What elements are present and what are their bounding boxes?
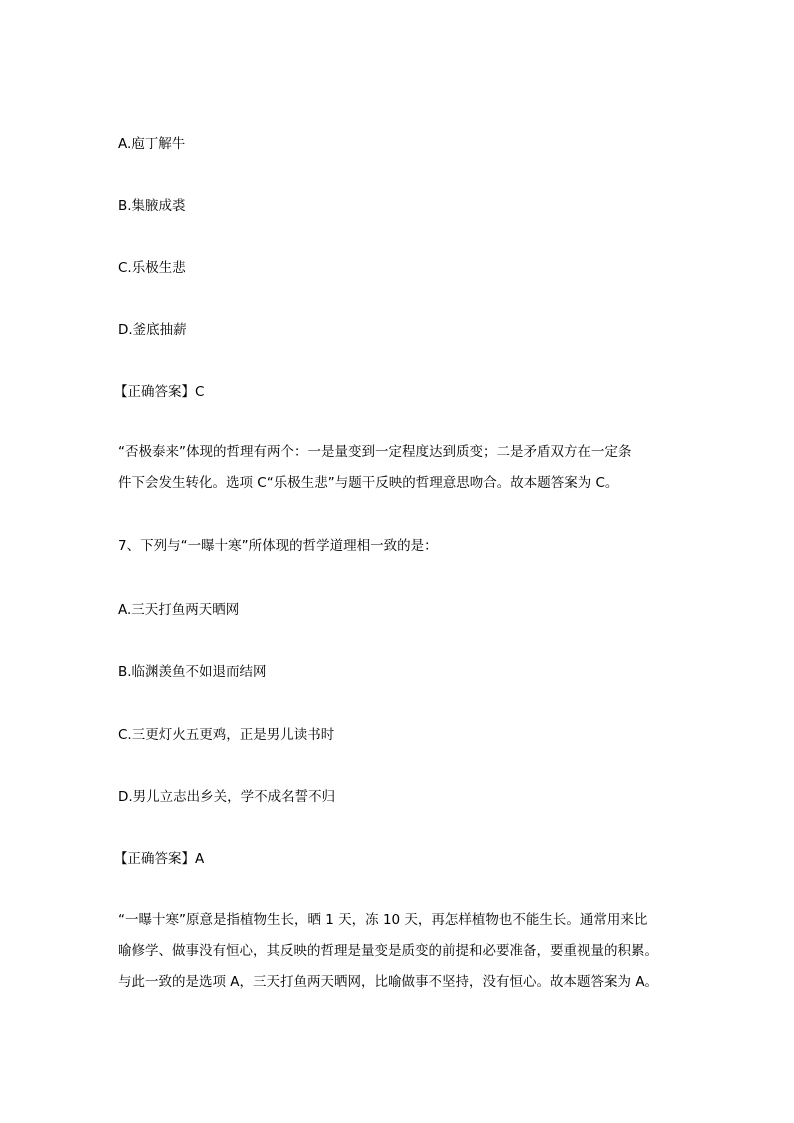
q6-explanation-line-2: 件下会发生转化。选项 C“乐极生悲”与题干反映的哲理意思吻合。故本题答案为 C。 bbox=[118, 475, 619, 491]
q7-answer: 【正确答案】A bbox=[114, 851, 205, 867]
q7-option-a: A.三天打鱼两天晒网 bbox=[118, 602, 240, 618]
q7-stem: 7、下列与“一曝十寒”所体现的哲学道理相一致的是： bbox=[118, 538, 438, 554]
q6-answer: 【正确答案】C bbox=[114, 384, 205, 400]
q7-explanation-line-3: 与此一致的是选项 A，三天打鱼两天晒网，比喻做事不坚持，没有恒心。故本题答案为 A。 bbox=[118, 974, 659, 990]
q6-option-b: B.集腋成裘 bbox=[118, 198, 186, 214]
q6-option-d: D.釜底抽薪 bbox=[118, 322, 187, 338]
q7-explanation-line-1: “一曝十寒”原意是指植物生长，晒 1 天，冻 10 天，再怎样植物也不能生长。通常用来比 bbox=[118, 912, 648, 928]
q7-option-b: B.临渊羡鱼不如退而结网 bbox=[118, 664, 267, 680]
q7-option-d: D.男儿立志出乡关，学不成名誓不归 bbox=[118, 789, 336, 805]
q7-option-c: C.三更灯火五更鸡，正是男儿读书时 bbox=[118, 727, 335, 743]
q6-explanation-line-1: “否极泰来”体现的哲理有两个：一是量变到一定程度达到质变；二是矛盾双方在一定条 bbox=[118, 444, 632, 460]
q6-option-a: A.庖丁解牛 bbox=[118, 136, 186, 152]
q6-option-c: C.乐极生悲 bbox=[118, 260, 186, 276]
q7-explanation-line-2: 喻修学、做事没有恒心，其反映的哲理是量变是质变的前提和必要准备，要重视量的积累。 bbox=[118, 943, 658, 959]
